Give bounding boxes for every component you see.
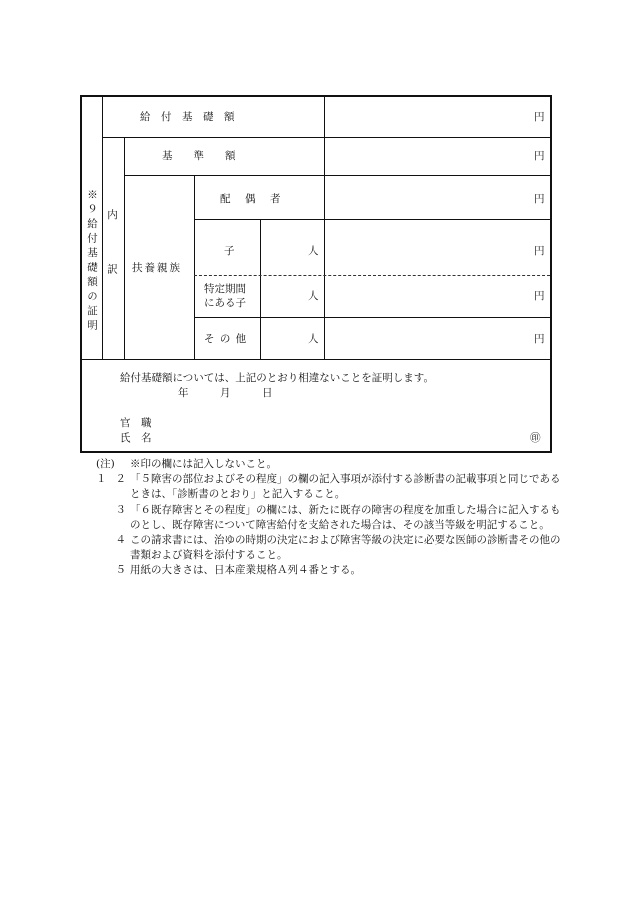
note-number: ３ — [115, 503, 126, 516]
fuyo-label: 扶養親族 — [132, 262, 182, 274]
divider-row-3 — [194, 219, 550, 220]
section-label: ※９給付基礎額の証明 — [86, 189, 98, 334]
divider-row-4-dashed — [194, 275, 550, 276]
note-item — [96, 472, 566, 502]
divider-uchiwake-col — [124, 137, 125, 359]
notes-section — [96, 457, 566, 579]
kijun-yen: 円 — [534, 150, 545, 162]
note-text: 用紙の大きさは、日本産業規格Ａ列４番とする。 — [130, 564, 361, 577]
divider-row-5 — [194, 317, 550, 318]
kijun-label: 基 準 額 — [162, 150, 236, 162]
ko-label: 子 — [224, 245, 235, 257]
note-text: 「５障害の部位およびその程度」の欄の記入事項が添付する診断書の記載事項と同じであるときは、「診断書のとおり」と記入すること。 — [130, 473, 561, 501]
tokutei-label-line2: にある子 — [204, 297, 246, 309]
note-item — [96, 533, 566, 563]
haiguusha-yen: 円 — [534, 193, 545, 205]
note-text: 「６既存障害とその程度」の欄には、新たに既存の障害の程度を加重した場合に記入するものとし、既存障害について障害給付を支給された場合は、その該当等級を明記すること。 — [130, 503, 561, 531]
note-item — [96, 457, 566, 486]
divider-row-6 — [82, 359, 550, 360]
divider-fuyo-col — [194, 175, 195, 359]
note-number: (注) １ — [96, 458, 115, 486]
note-number: ４ — [115, 534, 126, 547]
ko-yen: 円 — [534, 245, 545, 257]
note-number: ５ — [115, 564, 126, 577]
divider-row-1 — [102, 137, 550, 138]
tokutei-yen: 円 — [534, 290, 545, 302]
kyufu-yen: 円 — [534, 111, 545, 123]
note-item — [96, 563, 566, 578]
seal-mark: ㊞ — [530, 432, 541, 444]
haiguusha-label: 配 偶 者 — [220, 193, 283, 205]
divider-count-col — [260, 219, 261, 359]
kyufu-label: 給 付 基 礎 額 — [140, 111, 235, 123]
note-item — [96, 503, 566, 533]
sonota-label: そ の 他 — [204, 333, 248, 345]
note-number: ２ — [115, 473, 126, 486]
certification-statement: 給付基礎額については、上記のとおり相違ないことを証明します。 — [120, 372, 434, 384]
tokutei-count-unit: 人 — [308, 290, 319, 302]
divider-row-2 — [124, 175, 550, 176]
sonota-yen: 円 — [534, 333, 545, 345]
official-title-label: 官 職 — [120, 417, 152, 429]
uchiwake-label: 内訳 — [106, 209, 118, 318]
certification-date: 年 月 日 — [178, 387, 273, 399]
name-label: 氏 名 — [120, 432, 152, 444]
ko-count-unit: 人 — [308, 245, 319, 257]
note-text: ※印の欄には記入しないこと。 — [130, 458, 277, 470]
sonota-count-unit: 人 — [308, 333, 319, 345]
benefit-base-certification-form — [80, 95, 552, 453]
tokutei-label-line1: 特定期間 — [204, 283, 246, 295]
note-text: この請求書には、治ゆの時期の決定におよび障害等級の決定に必要な医師の診断書その他の書類および資料を添付すること。 — [130, 534, 561, 562]
